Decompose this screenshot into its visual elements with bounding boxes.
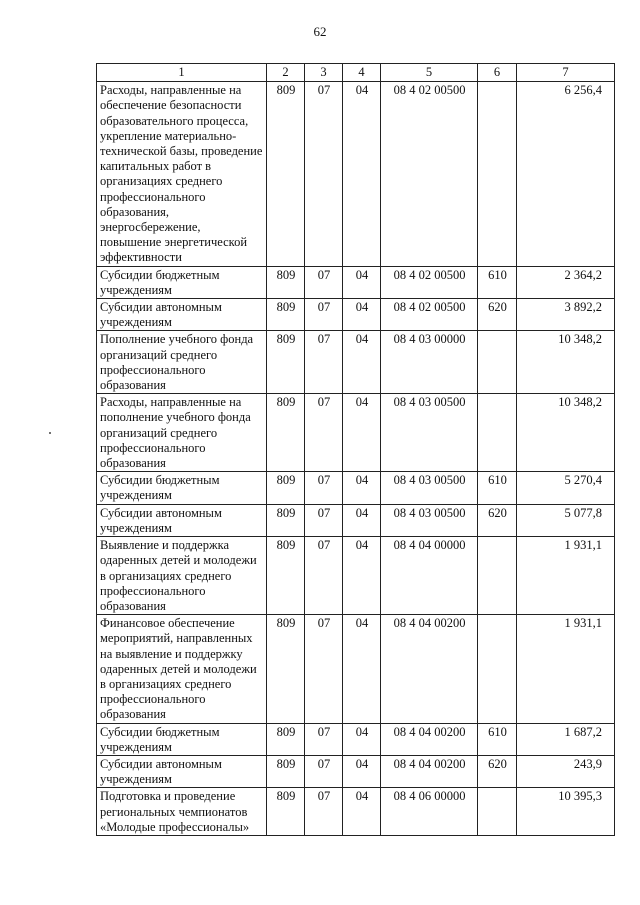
cell-ved: 809 <box>267 394 305 472</box>
budget-table <box>96 63 615 836</box>
cell-name: Субсидии бюджетным учреждениям <box>97 723 267 755</box>
cell-ved: 809 <box>267 472 305 504</box>
cell-name: Расходы, направленные на пополнение учебного фонда организаций среднего профессионального образования <box>97 394 267 472</box>
cell-rz: 07 <box>305 82 343 266</box>
cell-sum: 243,9 <box>517 755 615 787</box>
cell-name: Субсидии бюджетным учреждениям <box>97 472 267 504</box>
cell-sum: 1 931,1 <box>517 615 615 723</box>
table-row <box>97 266 615 298</box>
cell-ved: 809 <box>267 788 305 836</box>
cell-vr: 610 <box>478 472 517 504</box>
cell-ved: 809 <box>267 299 305 331</box>
cell-sum: 1 687,2 <box>517 723 615 755</box>
cell-vr: 610 <box>478 723 517 755</box>
cell-ved: 809 <box>267 266 305 298</box>
table-header-row <box>97 64 615 82</box>
cell-pr: 04 <box>343 472 381 504</box>
cell-sum: 6 256,4 <box>517 82 615 266</box>
cell-rz: 07 <box>305 788 343 836</box>
table-row <box>97 755 615 787</box>
table-row <box>97 615 615 723</box>
cell-pr: 04 <box>343 331 381 394</box>
cell-csr: 08 4 04 00000 <box>381 537 478 615</box>
cell-pr: 04 <box>343 755 381 787</box>
cell-name: Расходы, направленные на обеспечение безопасности образовательного процесса, укрепление материально-технической базы, проведение капитальных работ в организациях среднего профессионального образования, энергосбережение, повышение энергетической эффективности <box>97 82 267 266</box>
table-row <box>97 394 615 472</box>
cell-ved: 809 <box>267 537 305 615</box>
cell-csr: 08 4 04 00200 <box>381 615 478 723</box>
scan-dot <box>49 432 51 434</box>
cell-pr: 04 <box>343 394 381 472</box>
table-row <box>97 504 615 536</box>
cell-vr <box>478 394 517 472</box>
cell-ved: 809 <box>267 504 305 536</box>
header-col-5: 5 <box>381 64 478 82</box>
cell-csr: 08 4 02 00500 <box>381 266 478 298</box>
table-row <box>97 299 615 331</box>
cell-rz: 07 <box>305 537 343 615</box>
cell-rz: 07 <box>305 394 343 472</box>
cell-rz: 07 <box>305 331 343 394</box>
cell-rz: 07 <box>305 615 343 723</box>
header-col-3: 3 <box>305 64 343 82</box>
cell-sum: 10 348,2 <box>517 331 615 394</box>
cell-sum: 10 395,3 <box>517 788 615 836</box>
cell-name: Субсидии бюджетным учреждениям <box>97 266 267 298</box>
table-row <box>97 788 615 836</box>
cell-pr: 04 <box>343 615 381 723</box>
cell-rz: 07 <box>305 504 343 536</box>
cell-rz: 07 <box>305 299 343 331</box>
cell-rz: 07 <box>305 266 343 298</box>
cell-csr: 08 4 03 00500 <box>381 472 478 504</box>
cell-name: Финансовое обеспечение мероприятий, направленных на выявление и поддержку одаренных детей и молодежи в организациях среднего профессионального образования <box>97 615 267 723</box>
table-row <box>97 472 615 504</box>
cell-csr: 08 4 02 00500 <box>381 299 478 331</box>
cell-name: Субсидии автономным учреждениям <box>97 755 267 787</box>
cell-ved: 809 <box>267 82 305 266</box>
cell-rz: 07 <box>305 723 343 755</box>
cell-csr: 08 4 04 00200 <box>381 755 478 787</box>
cell-sum: 5 270,4 <box>517 472 615 504</box>
cell-pr: 04 <box>343 266 381 298</box>
cell-vr <box>478 615 517 723</box>
cell-vr <box>478 788 517 836</box>
cell-pr: 04 <box>343 82 381 266</box>
cell-sum: 10 348,2 <box>517 394 615 472</box>
cell-ved: 809 <box>267 615 305 723</box>
cell-rz: 07 <box>305 755 343 787</box>
cell-sum: 2 364,2 <box>517 266 615 298</box>
cell-ved: 809 <box>267 755 305 787</box>
cell-ved: 809 <box>267 331 305 394</box>
cell-pr: 04 <box>343 537 381 615</box>
cell-name: Субсидии автономным учреждениям <box>97 504 267 536</box>
header-col-6: 6 <box>478 64 517 82</box>
cell-csr: 08 4 03 00500 <box>381 504 478 536</box>
cell-csr: 08 4 02 00500 <box>381 82 478 266</box>
cell-pr: 04 <box>343 723 381 755</box>
table-row <box>97 82 615 266</box>
cell-vr <box>478 331 517 394</box>
header-col-1: 1 <box>97 64 267 82</box>
cell-csr: 08 4 03 00500 <box>381 394 478 472</box>
cell-vr <box>478 82 517 266</box>
table-row <box>97 331 615 394</box>
cell-name: Выявление и поддержка одаренных детей и молодежи в организациях среднего профессионального образования <box>97 537 267 615</box>
cell-vr <box>478 537 517 615</box>
table-body <box>97 82 615 836</box>
cell-csr: 08 4 04 00200 <box>381 723 478 755</box>
cell-ved: 809 <box>267 723 305 755</box>
cell-name: Пополнение учебного фонда организаций среднего профессионального образования <box>97 331 267 394</box>
cell-csr: 08 4 06 00000 <box>381 788 478 836</box>
cell-vr: 610 <box>478 266 517 298</box>
table-row <box>97 537 615 615</box>
cell-sum: 5 077,8 <box>517 504 615 536</box>
cell-name: Субсидии автономным учреждениям <box>97 299 267 331</box>
header-col-7: 7 <box>517 64 615 82</box>
cell-vr: 620 <box>478 755 517 787</box>
cell-pr: 04 <box>343 299 381 331</box>
cell-name: Подготовка и проведение региональных чемпионатов «Молодые профессионалы» <box>97 788 267 836</box>
cell-vr: 620 <box>478 299 517 331</box>
cell-pr: 04 <box>343 788 381 836</box>
header-col-2: 2 <box>267 64 305 82</box>
table-row <box>97 723 615 755</box>
cell-vr: 620 <box>478 504 517 536</box>
header-col-4: 4 <box>343 64 381 82</box>
page-number: 62 <box>313 24 327 39</box>
cell-sum: 3 892,2 <box>517 299 615 331</box>
cell-pr: 04 <box>343 504 381 536</box>
cell-csr: 08 4 03 00000 <box>381 331 478 394</box>
cell-sum: 1 931,1 <box>517 537 615 615</box>
cell-rz: 07 <box>305 472 343 504</box>
